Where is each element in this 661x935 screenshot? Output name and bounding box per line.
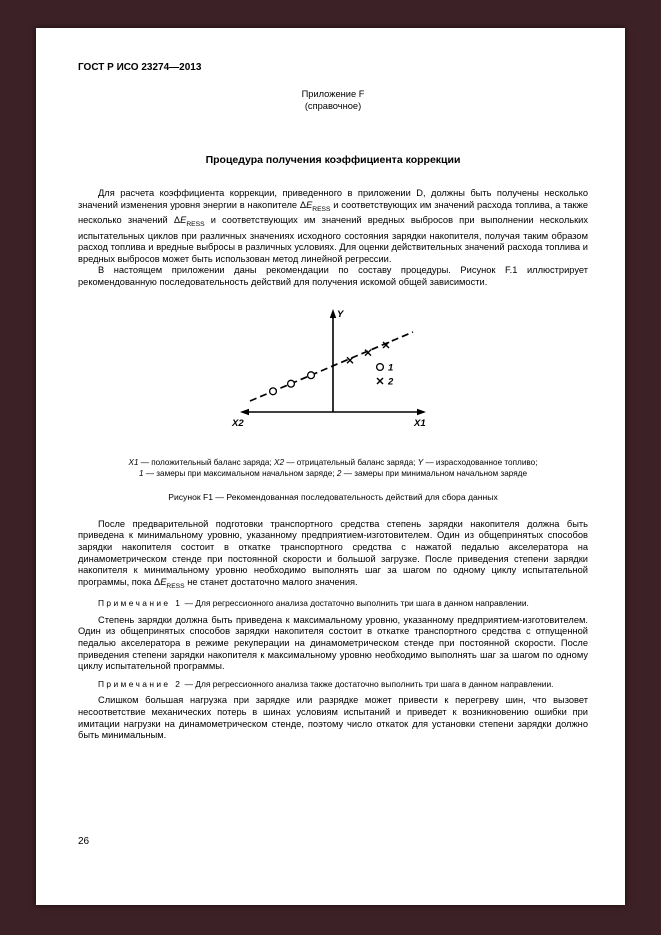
legend-cross-marker — [377, 378, 383, 384]
x-axis-left-arrow-icon — [240, 409, 249, 415]
y-axis-arrow-icon — [330, 309, 336, 318]
figure-caption-line: 1 — замеры при максимальном начальном заряде; 2 — замеры при минимальном начальном заряде — [139, 468, 527, 478]
y-axis-label: Y — [337, 309, 344, 321]
x1-axis-label: X1 — [414, 418, 426, 430]
legend-label-1: 1 — [388, 362, 394, 374]
data-point-circle — [288, 381, 295, 388]
paragraph: Слишком большая нагрузка при зарядке или разрядке может привести к перегреву шин, что вызовет несоответствие механических потерь в шинах условиям испытаний и приведет к возникновению ошибки при имитации нагрузки на динамометрическом стенде, поэтому число откаток для установки степени зарядки должно быть минимальным. — [78, 695, 588, 741]
appendix-type: (справочное) — [304, 100, 362, 111]
note-paragraph: Примечание 1 — Для регрессионного анализа достаточно выполнить три шага в данном направлении. — [98, 598, 529, 609]
paragraph: После предварительной подготовки транспортного средства степень зарядки накопителя должна быть приведена к минимальному уровню, указанному предприятием-изготовителем. Один из общепринятых способов зарядки накопителя состоит в откатке транспортного средства с нажатой педалью акселератора на динамометрическом стенде при постоянной скорости и большой загрузке. После приведения степени зарядки накопителя к минимальному уровню необходимо выполнять шаг за шагом по одному циклу испытательной программы, пока $\Delta E_{RESS}$ не станет достаточно малого значения. — [78, 518, 588, 590]
paragraph: Для расчета коэффициента коррекции, приведенного в приложении D, должны быть получены несколько значений изменения уровня энергии в накопителе $\Delta E_{RESS}$ и соответствующих им значений расхода топлива, а также несколько значений $\Delta E_{RESS}$ и соответствующих им значений вредных выбросов при выполнении нескольких испытательных циклов при различных значениях исходного состояния зарядки накопителя, получая таким образом расход топлива и вредные выбросы в различных условиях. Для оценки действительных значений расхода топлива и вредных выбросов может быть использован метод линейной регрессии. — [78, 188, 588, 264]
x2-axis-label: X2 — [232, 418, 244, 430]
appendix-label: Приложение F — [301, 89, 365, 99]
paragraph: Степень зарядки должна быть приведена к максимальному уровню, указанному предприятием-изготовителем. Один из общепринятых способов зарядки накопителя состоит в откатке транспортного средства с отпущенной педалью акселератора в режиме рекуперации на динамометрическом стенде при постоянной скорости. После приведения степени зарядки накопителя к максимальному уровню необходимо выполнять шаг за шагом по одному циклу испытательной программы. — [78, 614, 588, 672]
data-point-circle — [308, 372, 315, 379]
figure-title: Рисунок F1 — Рекомендованная последовательность действий для сбора данных — [168, 491, 498, 502]
document-page — [36, 28, 625, 905]
figure-caption-line: X1 — положительный баланс заряда; X2 — отрицательный баланс заряда; Y — израсходованное топливо; — [128, 458, 538, 468]
figure-plot — [78, 304, 588, 444]
page-number: 26 — [78, 836, 90, 847]
legend-label-2: 2 — [388, 376, 394, 388]
data-point-cross — [347, 358, 353, 364]
paragraph: В настоящем приложении даны рекомендации по составу процедуры. Рисунок F.1 иллюстрирует рекомендованную последовательность действий для получения искомой общей зависимости. — [78, 265, 588, 287]
data-point-circle — [270, 388, 277, 395]
document-code: ГОСТ Р ИСО 23274—2013 — [78, 62, 202, 73]
section-title: Процедура получения коэффициента коррекции — [205, 154, 461, 166]
x-axis-right-arrow-icon — [417, 409, 426, 415]
scatter-regression-figure — [228, 304, 438, 439]
note-paragraph: Примечание 2 — Для регрессионного анализа также достаточно выполнить три шага в данном направлении. — [98, 678, 554, 689]
legend-circle-marker — [377, 364, 384, 371]
